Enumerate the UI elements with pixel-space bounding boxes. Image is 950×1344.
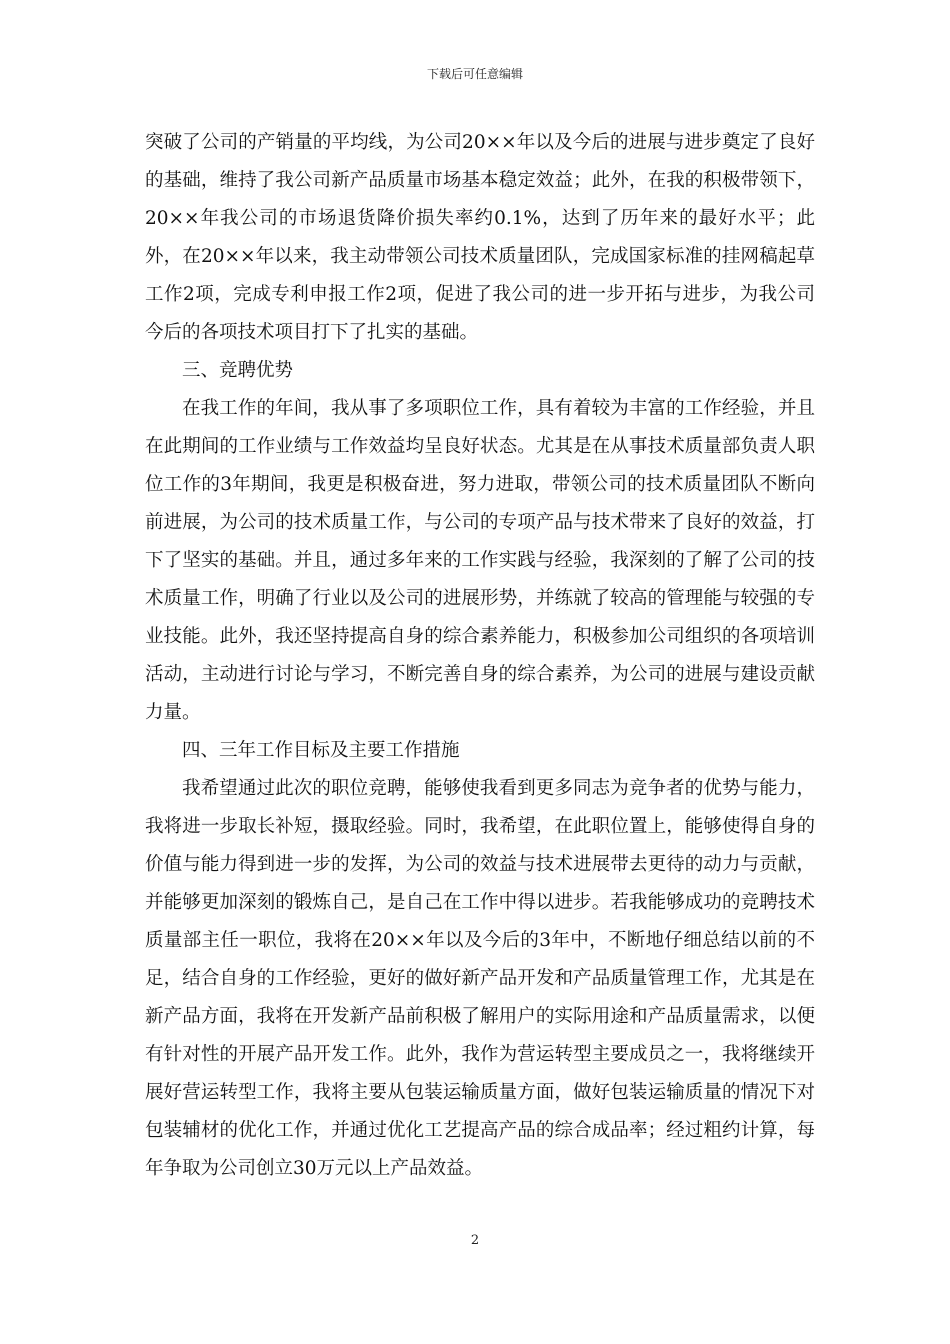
section-heading-advantages: 三、竞聘优势 <box>182 360 294 381</box>
page-header: 下载后可任意编辑 <box>426 67 523 81</box>
page-number: 2 <box>470 1233 480 1248</box>
document-body <box>145 124 815 1188</box>
paragraph-advantages: 在我工作的年间，我从事了多项职位工作，具有着较为丰富的工作经验，并且在此期间的工作业绩与工作效益均呈良好状态。尤其是在从事技术质量部负责人职位工作的3年期间，我更是积极奋进，努力进取，带领公司的技术质量团队不断向前进展，为公司的技术质量工作，与公司的专项产品与技术带来了良好的效益，打下了坚实的基础。并且，通过多年来的工作实践与经验，我深刻的了解了公司的技术质量工作，明确了行业以及公司的进展形势，并练就了较高的管理能与较强的专业技能。此外，我还坚持提高自身的综合素养能力，积极参加公司组织的各项培训活动，主动进行讨论与学习，不断完善自身的综合素养，为公司的进展与建设贡献力量。 <box>145 398 815 723</box>
section-heading-goals: 四、三年工作目标及主要工作措施 <box>182 740 460 761</box>
paragraph-continued: 突破了公司的产销量的平均线，为公司20××年以及今后的进展与进步奠定了良好的基础，维持了我公司新产品质量市场基本稳定效益；此外，在我的积极带领下，20××年我公司的市场退货降价损失率约0.1%，达到了历年来的最好水平；此外，在20××年以来，我主动带领公司技术质量团队，完成国家标准的挂网稿起草工作2项，完成专利申报工作2项，促进了我公司的进一步开拓与进步，为我公司今后的各项技术项目打下了扎实的基础。 <box>145 132 815 343</box>
paragraph-goals: 我希望通过此次的职位竞聘，能够使我看到更多同志为竞争者的优势与能力，我将进一步取长补短，摄取经验。同时，我希望，在此职位置上，能够使得自身的价值与能力得到进一步的发挥，为公司的效益与技术进展带去更待的动力与贡献，并能够更加深刻的锻炼自己，是自己在工作中得以进步。若我能够成功的竞聘技术质量部主任一职位，我将在20××年以及今后的3年中，不断地仔细总结以前的不足，结合自身的工作经验，更好的做好新产品开发和产品质量管理工作，尤其是在新产品方面，我将在开发新产品前积极了解用户的实际用途和产品质量需求，以便有针对性的开展产品开发工作。此外，我作为营运转型主要成员之一，我将继续开展好营运转型工作，我将主要从包装运输质量方面，做好包装运输质量的情况下对包装辅材的优化工作，并通过优化工艺提高产品的综合成品率；经过粗约计算，每年争取为公司创立30万元以上产品效益。 <box>145 778 815 1179</box>
